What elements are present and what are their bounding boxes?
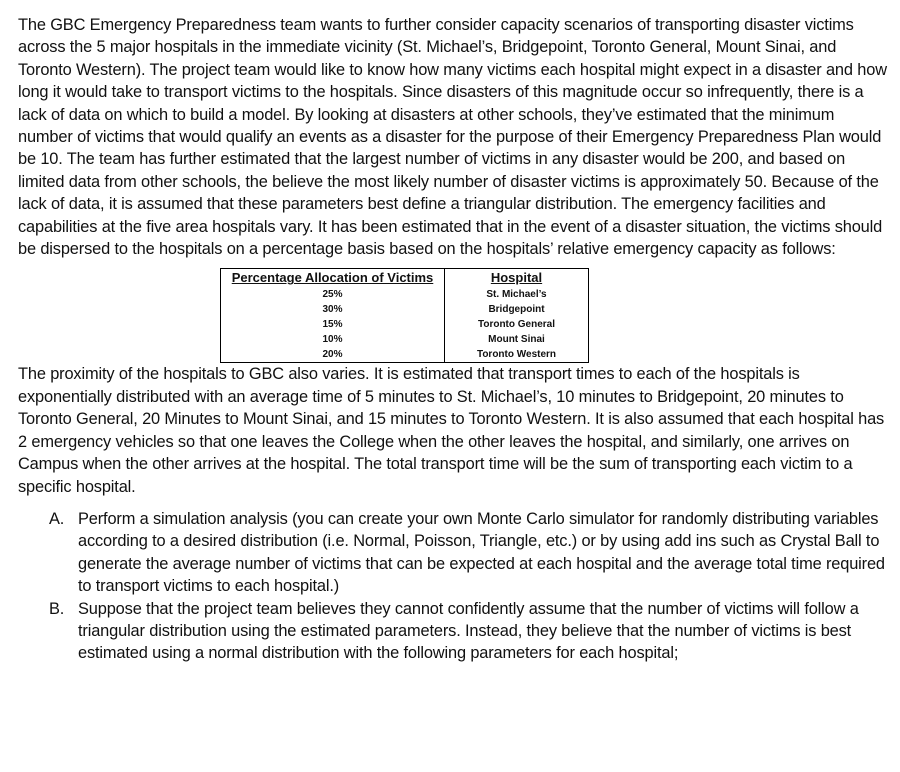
allocation-table [220, 268, 589, 363]
question-item [18, 508, 890, 598]
hospital-cell: St. Michael’s [445, 287, 589, 302]
proximity-paragraph: The proximity of the hospitals to GBC also varies. It is estimated that transport times to each of the hospitals is exponentially distributed with an average time of 5 minutes to St. Michael’s, 10 minutes to Bridgepoint, 20 minutes to Toronto General, 20 Minutes to Mount Sinai, and 15 minutes to Toronto Western. It is also assumed that each hospital has 2 emergency vehicles so that one leaves the College when the other leaves the hospital, and similarly, one arrives on Campus when the other arrives at the hospital. The total transport time will be the sum of transporting each victim to a specific hospital. [18, 365, 885, 496]
pct-cell: 25% [221, 287, 445, 302]
hospital-cell: Toronto Western [445, 347, 589, 363]
question-text: Suppose that the project team believes they cannot confidently assume that the number of victims will follow a triangular distribution using the estimated parameters. Instead, they believe that the number of victims is best estimated using a normal distribution with the following parameters for each hospital; [78, 599, 859, 663]
document-page [18, 14, 890, 665]
question-marker: B. [49, 599, 65, 618]
question-marker: A. [49, 509, 65, 528]
question-text: Perform a simulation analysis (you can create your own Monte Carlo simulator for randomly distributing variables according to a desired distribution (i.e. Normal, Poisson, Triangle, etc.) or by using add ins such as Crystal Ball to generate the average number of victims that can be expected at each hospital and the average total time required to transport victims to each hospital.) [78, 509, 885, 596]
table-row [221, 332, 589, 347]
table-row [221, 287, 589, 302]
pct-cell: 15% [221, 317, 445, 332]
pct-cell: 30% [221, 302, 445, 317]
pct-cell: 10% [221, 332, 445, 347]
header-hospital: Hospital [445, 269, 589, 288]
pct-cell: 20% [221, 347, 445, 363]
intro-paragraph: The GBC Emergency Preparedness team wants to further consider capacity scenarios of transporting disaster victims across the 5 major hospitals in the immediate vicinity (St. Michael’s, Bridgepoint, Toronto General, Mount Sinai, and Toronto Western). The project team would like to know how many victims each hospital might expect in a disaster and how long it would take to transport victims to the hospitals. Since disasters of this magnitude occur so infrequently, there is a lack of data on which to build a model. By looking at disasters at other schools, they’ve estimated that the minimum number of victims that would qualify an events as a disaster for the purpose of their Emergency Preparedness Plan would be 10. The team has further estimated that the largest number of victims in any disaster would be 200, and based on limited data from other schools, the believe the most likely number of disaster victims is approximately 50. Because of the lack of data, it is assumed that these parameters best define a triangular distribution. The emergency facilities and capabilities at the five area hospitals vary. It has been estimated that in the event of a disaster situation, the victims should be dispersed to the hospitals on a percentage basis based on the hospitals’ relative emergency capacity as follows: [18, 16, 887, 259]
table-row [221, 317, 589, 332]
questions-list [18, 508, 890, 665]
header-percentage: Percentage Allocation of Victims [221, 269, 445, 288]
allocation-table-wrapper [220, 268, 890, 363]
question-item [18, 598, 890, 665]
table-header-row [221, 269, 589, 288]
hospital-cell: Mount Sinai [445, 332, 589, 347]
hospital-cell: Toronto General [445, 317, 589, 332]
hospital-cell: Bridgepoint [445, 302, 589, 317]
table-row [221, 347, 589, 363]
table-row [221, 302, 589, 317]
